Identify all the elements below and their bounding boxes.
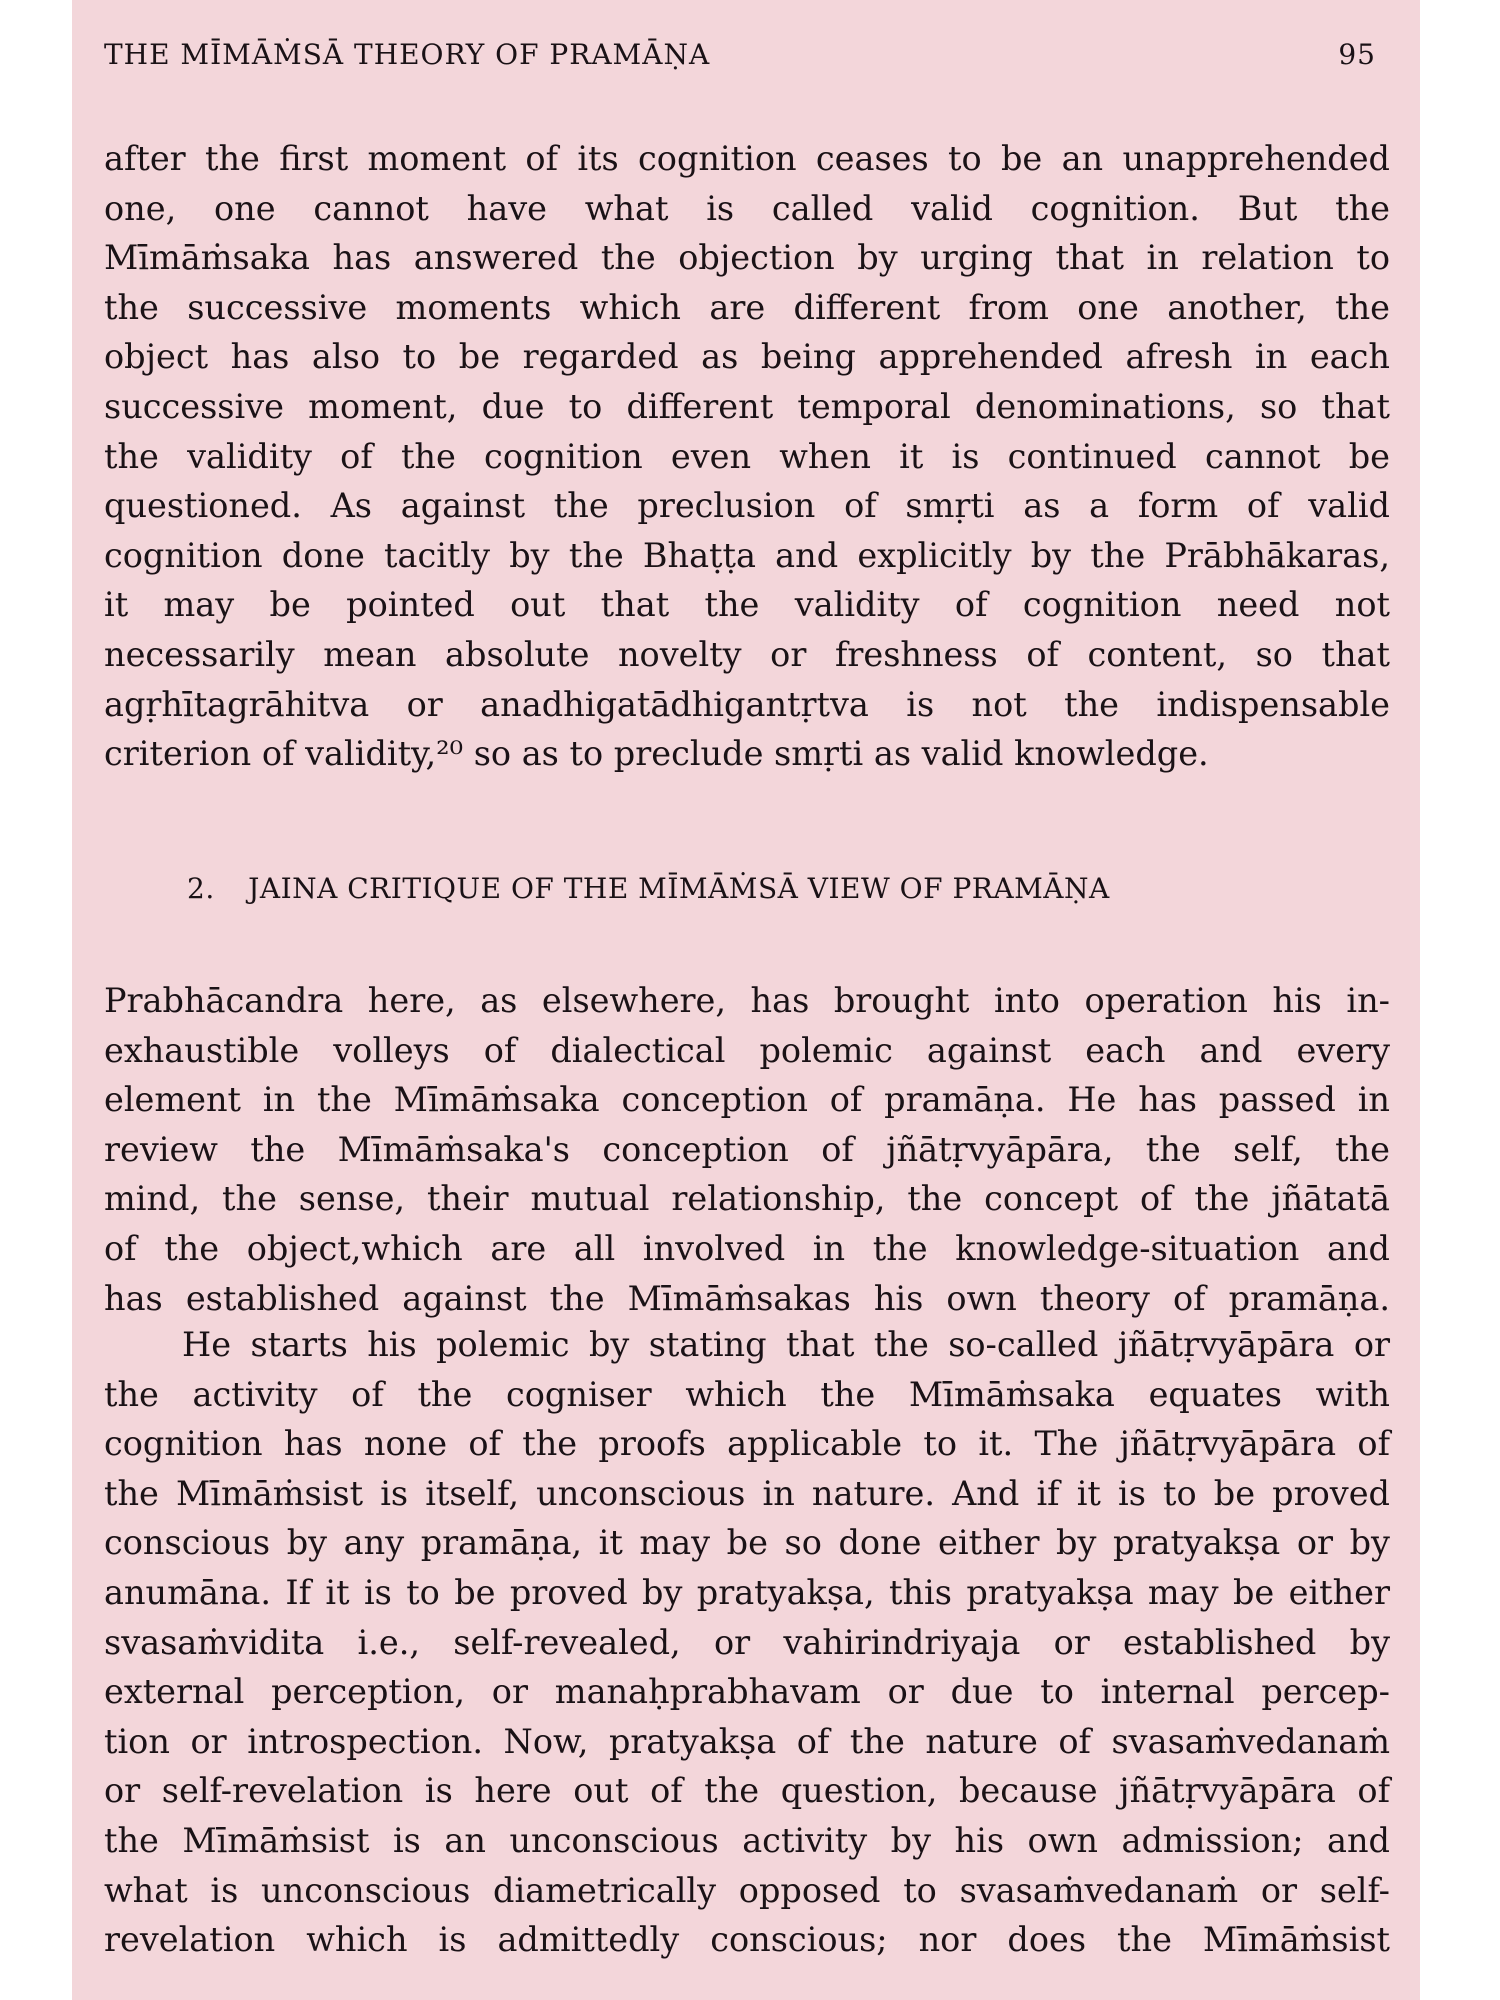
text-line: the activity of the cogniser which the Mīmāṁsaka equates with: [104, 1374, 1390, 1414]
text-line: conscious by any pramāṇa, it may be so done either by pratyakṣa or by: [104, 1523, 1390, 1563]
text-line: the validity of the cognition even when it is continued cannot be: [104, 436, 1390, 476]
text-line: questioned. As against the preclusion of smṛti as a form of valid: [104, 486, 1390, 526]
paragraph-2: [104, 976, 1390, 1323]
section-title: JAINA CRITIQUE OF THE MĪMĀṀSĀ VIEW OF PRAMĀṆA: [248, 872, 1110, 905]
text-line: mind, the sense, their mutual relationship, the concept of the jñātatā: [104, 1179, 1390, 1219]
paragraph-1: [104, 134, 1390, 779]
text-line: anumāna. If it is to be proved by pratyakṣa, this pratyakṣa may be either: [104, 1572, 1390, 1612]
page-number: 95: [1338, 38, 1376, 71]
text-line: the successive moments which are different from one another, the: [104, 287, 1390, 327]
section-number: 2.: [187, 872, 215, 905]
text-line: element in the Mīmāṁsaka conception of pramāṇa. He has passed in: [104, 1080, 1390, 1120]
text-line: He starts his polemic by stating that the so-called jñātṛvyāpāra or: [182, 1325, 1390, 1364]
text-line: successive moment, due to different temporal denominations, so that: [104, 386, 1390, 426]
text-line: cognition done tacitly by the Bhaṭṭa and explicitly by the Prābhākaras,: [104, 535, 1390, 575]
text-line: or self-revelation is here out of the question, because jñātṛvyāpāra of: [104, 1771, 1390, 1811]
text-line: the Mīmāṁsist is itself, unconscious in nature. And if it is to be proved: [104, 1473, 1390, 1513]
text-line: tion or introspection. Now, pratyakṣa of the nature of svasaṁvedanaṁ: [104, 1721, 1390, 1761]
text-line: the Mīmāṁsist is an unconscious activity by his own admission; and: [104, 1820, 1390, 1860]
text-line: cognition has none of the proofs applicable to it. The jñātṛvyāpāra of: [104, 1424, 1390, 1464]
text-line: of the object,which are all involved in the knowledge-situation and: [104, 1228, 1390, 1268]
text-line: svasaṁvidita i.e., self-revealed, or vahirindriyaja or established by: [104, 1622, 1390, 1662]
book-page: [72, 0, 1420, 2000]
text-line: object has also to be regarded as being apprehended afresh in each: [104, 337, 1390, 377]
text-line: criterion of validity,²⁰ so as to preclude smṛti as valid knowledge.: [104, 734, 1209, 774]
text-line: Mīmāṁsaka has answered the objection by urging that in relation to: [104, 238, 1390, 278]
text-line: after the first moment of its cognition ceases to be an unapprehended: [104, 139, 1390, 178]
text-line: one, one cannot have what is called valid cognition. But the: [104, 188, 1390, 228]
text-line: has established against the Mīmāṁsakas his own theory of pramāṇa.: [104, 1278, 1390, 1318]
text-line: external perception, or manaḥprabhavam or due to internal percep-: [104, 1672, 1390, 1712]
paragraph-3: [104, 1320, 1390, 1965]
text-line: agṛhītagrāhitva or anadhigatādhigantṛtva is not the indispensable: [104, 684, 1390, 724]
chapter-title: THE MĪMĀṀSĀ THEORY OF PRAMĀṆA: [104, 38, 711, 71]
section-heading: [187, 872, 1110, 905]
text-line: exhaustible volleys of dialectical polemic against each and every: [104, 1030, 1390, 1070]
text-line: revelation which is admittedly conscious; nor does the Mīmāṁsist: [104, 1920, 1390, 1960]
text-line: it may be pointed out that the validity of cognition need not: [104, 585, 1390, 625]
running-header: [104, 38, 1376, 78]
text-line: what is unconscious diametrically opposed to svasaṁvedanaṁ or self-: [104, 1870, 1390, 1910]
text-line: review the Mīmāṁsaka's conception of jñātṛvyāpāra, the self, the: [104, 1129, 1390, 1169]
text-line: necessarily mean absolute novelty or freshness of content, so that: [104, 634, 1390, 674]
text-line: Prabhācandra here, as elsewhere, has brought into operation his in-: [104, 981, 1390, 1020]
